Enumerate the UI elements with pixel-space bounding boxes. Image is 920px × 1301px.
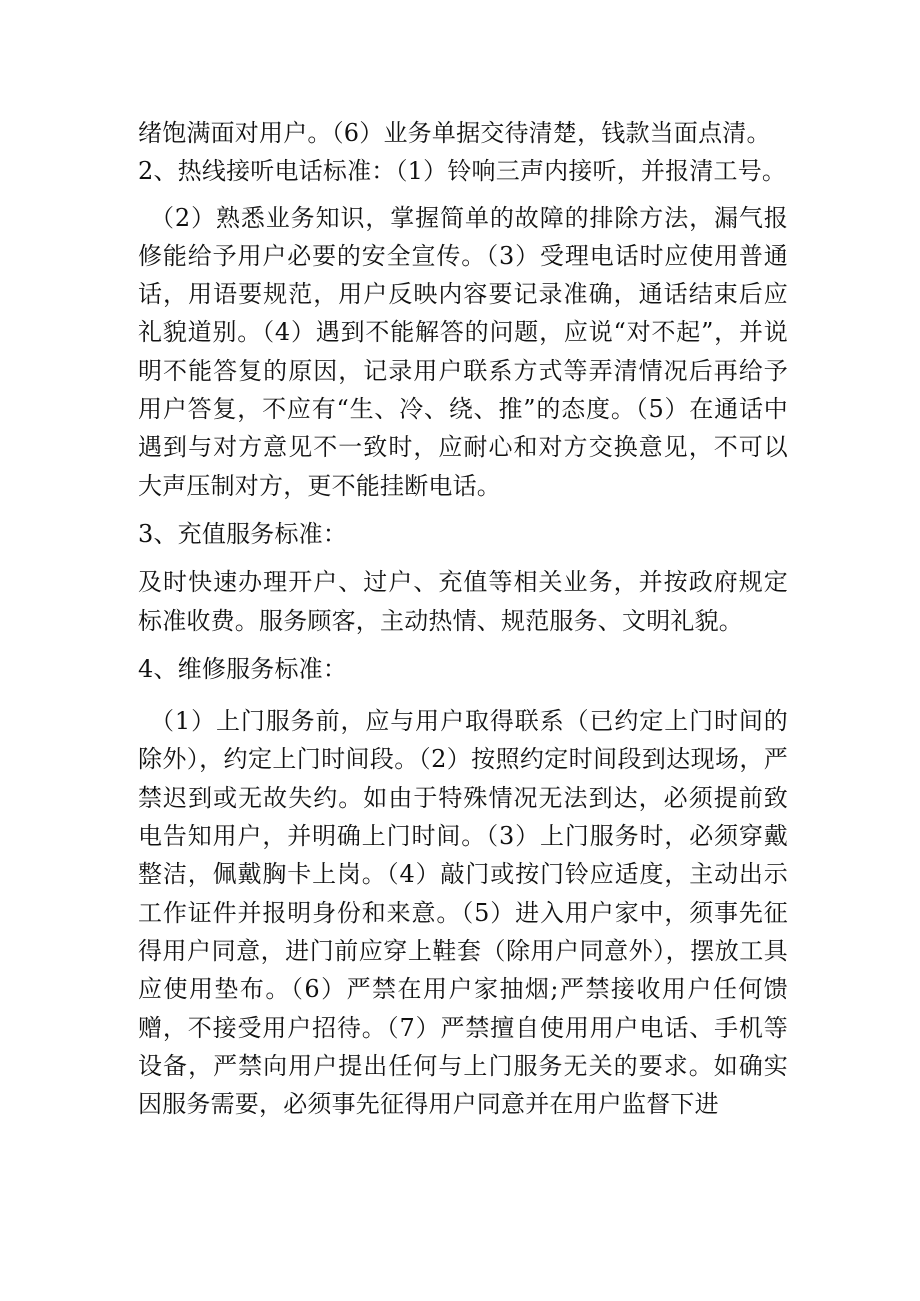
paragraph-continuation: 绪饱满面对用户。（6）业务单据交待清楚，钱款当面点清。 (138, 119, 771, 147)
section-3-heading: 3、充值服务标准： (138, 519, 348, 548)
section-4-heading: 4、维修服务标准： (138, 654, 348, 683)
paragraph-hotline-standards: （2）熟悉业务知识，掌握简单的故障的排除方法，漏气报修能给予用户必要的安全宣传。（3）受理电话时应使用普通话，用语要规范，用户反映内容要记录准确，通话结束后应礼貌道别。（4）遇到不能解答的问题，应说“对不起”，并说明不能答复的原因，记录用户联系方式等弄清情况后再给予用户答复，不应有“生、冷、绕、推”的态度。（5）在通话中遇到与对方意见不一致时，应耐心和对方交换意见，不可以大声压制对方，更不能挂断电话。 (138, 203, 788, 500)
document-body (138, 114, 788, 1123)
paragraph-recharge-standards: 及时快速办理开户、过户、充值等相关业务，并按政府规定标准收费。服务顾客，主动热情、规范服务、文明礼貌。 (138, 568, 788, 635)
section-2-heading: 2、热线接听电话标准：（1）铃响三声内接听，并报清工号。 (138, 157, 787, 186)
paragraph-repair-standards: （1）上门服务前，应与用户取得联系（已约定上门时间的除外），约定上门时间段。（2）按照约定时间段到达现场，严禁迟到或无故失约。如由于特殊情况无法到达，必须提前致电告知用户，并明确上门时间。（3）上门服务时，必须穿戴整洁，佩戴胸卡上岗。（4）敲门或按门铃应适度，主动出示工作证件并报明身份和来意。（5）进入用户家中，须事先征得用户同意，进门前应穿上鞋套（除用户同意外），摆放工具应使用垫布。（6）严禁在用户家抽烟;严禁接收用户任何馈赠，不接受用户招待。（7）严禁擅自使用用户电话、手机等设备，严禁向用户提出任何与上门服务无关的要求。如确实因服务需要，必须事先征得用户同意并在用户监督下进 (138, 707, 788, 1119)
